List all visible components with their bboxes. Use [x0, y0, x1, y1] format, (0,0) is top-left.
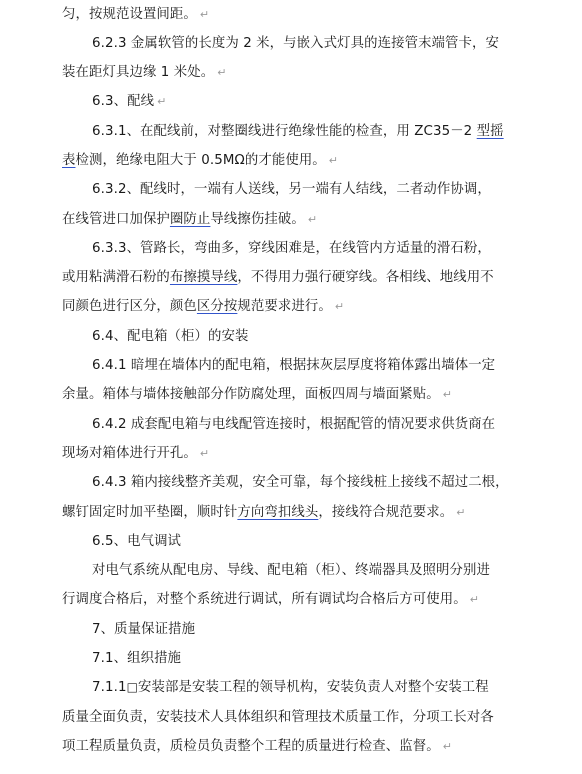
- paragraph-mark-icon: ↵: [199, 446, 210, 460]
- paragraph-mark-icon: ↵: [442, 388, 453, 402]
- text-line: 装在距灯具边缘 1 米处。 ↵: [62, 65, 227, 81]
- text-line: 同颜色进行区分，颜色区分按规范要求进行。 ↵: [62, 299, 345, 315]
- section-heading: 6.4、配电箱（柜）的安装: [92, 328, 249, 344]
- text-line: 或用粘满滑石粉的布擦摸导线，不得用力强行硬穿线。各相线、地线用不: [62, 270, 494, 286]
- text-line: 6.3.1、在配线前，对整圈线进行绝缘性能的检查，用 ZC35－2 型摇: [92, 123, 504, 139]
- section-heading: 7.1、组织措施: [92, 651, 182, 667]
- paragraph-mark-icon: ↵: [217, 66, 227, 80]
- text-line: 6.3.3、管路长，弯曲多，穿线困难是，在线管内方适量的滑石粉，: [92, 240, 491, 256]
- section-heading: 7、质量保证措施: [92, 621, 196, 637]
- paragraph-mark-icon: ↵: [199, 7, 210, 21]
- paragraph-mark-icon: ↵: [157, 95, 167, 109]
- text-line: 现场对箱体进行开孔。 ↵: [62, 445, 210, 461]
- paragraph-mark-icon: ↵: [442, 739, 453, 753]
- text-line: 对电气系统从配电房、导线、配电箱（柜）、终端器具及照明分别进: [92, 563, 491, 579]
- checkbox-glyph-icon: □: [126, 680, 139, 695]
- section-heading: 6.3、配线 ↵: [92, 94, 167, 110]
- text-line: 6.4.1 暗埋在墙体内的配电箱，根据抹灰层厚度将箱体露出墙体一定: [92, 358, 496, 374]
- text-line: 行调度合格后，对整个系统进行调试，所有调试均合格后方可使用。 ↵: [62, 592, 480, 608]
- paragraph-mark-icon: ↵: [328, 153, 339, 167]
- text-line: 在线管进口加保护圈防止导线擦伤挂破。 ↵: [62, 211, 318, 227]
- text-line: 匀，按规范设置间距。 ↵: [62, 6, 210, 22]
- text-line: 项工程质量负责，质检员负责整个工程的质量进行检查、监督。 ↵: [62, 738, 453, 754]
- text-line: 7.1.1□安装部是安装工程的领导机构，安装负责人对整个安装工程: [92, 680, 489, 696]
- paragraph-mark-icon: ↵: [456, 505, 466, 519]
- paragraph-mark-icon: ↵: [334, 300, 345, 314]
- text-line: 质量全面负责，安装技术人具体组织和管理技术质量工作，分项工长对各: [62, 709, 494, 725]
- paragraph-mark-icon: ↵: [307, 212, 318, 226]
- paragraph-mark-icon: ↵: [469, 593, 480, 607]
- text-line: 6.4.2 成套配电箱与电线配管连接时，根据配管的情况要求供货商在: [92, 416, 496, 432]
- text-line: 6.2.3 金属软管的长度为 2 米，与嵌入式灯具的连接管末端管卡，安: [92, 35, 500, 51]
- section-heading: 6.5、电气调试: [92, 533, 182, 549]
- document-body: [62, 0, 582, 761]
- text-line: 余量。箱体与墙体接触部分作防腐处理，面板四周与墙面紧贴。 ↵: [62, 387, 453, 403]
- text-line: 表检测，绝缘电阻大于 0.5MΩ的才能使用。 ↵: [62, 152, 339, 168]
- text-line: 螺钉固定时加平垫圈，顺时针方向弯扣线头，接线符合规范要求。 ↵: [62, 504, 466, 520]
- text-line: 6.3.2、配线时，一端有人送线，另一端有人结线，二者动作协调，: [92, 182, 491, 198]
- text-line: 6.4.3 箱内接线整齐美观，安全可靠，每个接线桩上接线不超过二根，: [92, 475, 509, 491]
